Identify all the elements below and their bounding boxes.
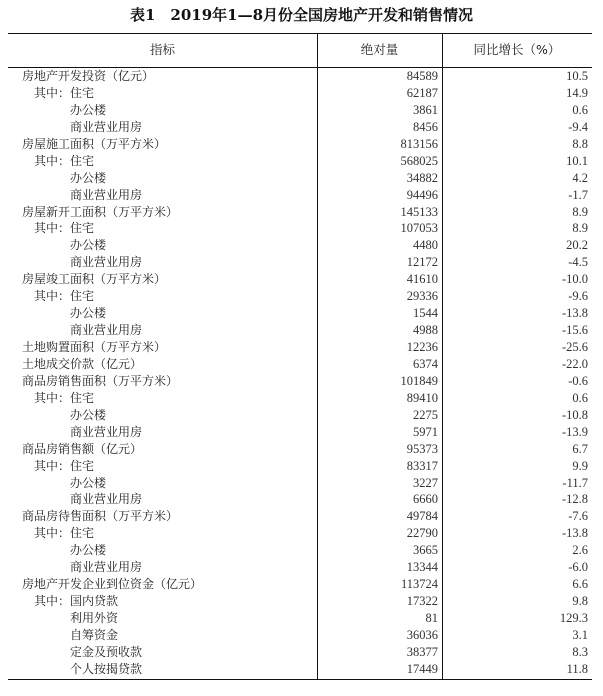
absolute-value: 84589 (406, 69, 438, 83)
indicator-name: 商业营业用房 (70, 424, 143, 439)
yoy-growth: -11.7 (562, 475, 588, 490)
table-row (8, 508, 592, 525)
absolute-value: 36036 (406, 627, 438, 642)
yoy-growth: -0.6 (568, 373, 588, 388)
absolute-value: 12236 (406, 340, 438, 354)
table-row (8, 288, 592, 305)
absolute-value: 813156 (400, 136, 438, 151)
table-row (8, 356, 592, 373)
table-row (8, 102, 592, 119)
table-row (8, 441, 592, 458)
absolute-value: 2275 (413, 407, 438, 422)
absolute-value: 94496 (406, 187, 438, 202)
indicator-name: 办公楼 (70, 238, 107, 253)
yoy-growth: 2.6 (572, 543, 588, 558)
table-row (8, 68, 592, 85)
yoy-growth: 9.9 (572, 458, 588, 473)
absolute-value: 107053 (400, 221, 438, 236)
yoy-growth: 8.9 (572, 204, 588, 219)
indicator-name: 商品房销售额（亿元） (22, 441, 143, 456)
yoy-growth: 8.3 (572, 644, 588, 659)
indicator-name: 房地产开发投资（亿元） (22, 69, 155, 83)
yoy-growth: -15.6 (561, 323, 588, 338)
indicator-name: 商业营业用房 (70, 119, 143, 134)
table-row (8, 322, 592, 339)
yoy-growth: -7.6 (568, 509, 588, 524)
absolute-value: 3227 (413, 475, 438, 490)
table-row (8, 373, 592, 390)
yoy-growth: -1.7 (568, 187, 588, 202)
yoy-growth: -13.9 (561, 424, 588, 439)
indicator-name: 房地产开发企业到位资金（亿元） (22, 577, 203, 592)
absolute-value: 29336 (406, 289, 438, 304)
yoy-growth: 4.2 (572, 170, 588, 185)
indicator-name: 办公楼 (70, 306, 107, 321)
table-row (8, 661, 592, 678)
absolute-value: 83317 (406, 458, 438, 473)
indicator-name: 利用外资 (70, 611, 119, 625)
yoy-growth: 9.8 (572, 594, 588, 609)
indicator-name: 商业营业用房 (70, 492, 143, 507)
absolute-value: 13344 (406, 560, 438, 575)
absolute-value: 41610 (406, 272, 438, 287)
table-row (8, 475, 592, 492)
indicator-name: 个人按揭贷款 (70, 661, 143, 676)
absolute-value: 4480 (413, 238, 438, 253)
indicator-name: 房屋施工面积（万平方米） (22, 136, 167, 151)
table-row (8, 644, 592, 661)
indicator-name: 商品房待售面积（万平方米） (22, 509, 179, 524)
table-row (8, 339, 592, 356)
table-row (8, 170, 592, 187)
indicator-name: 其中：住宅 (34, 221, 95, 236)
absolute-value: 38377 (406, 644, 438, 659)
absolute-value: 8456 (413, 119, 438, 134)
table-row (8, 305, 592, 322)
table-row (8, 237, 592, 254)
yoy-growth: 20.2 (566, 238, 588, 253)
table-title: 表1 2019年1—8月份全国房地产开发和销售情况 (129, 6, 474, 24)
table-row (8, 424, 592, 441)
table-row (8, 390, 592, 407)
yoy-growth: 0.6 (572, 390, 588, 405)
indicator-name: 定金及预收款 (70, 644, 143, 659)
table-row (8, 85, 592, 102)
absolute-value: 101849 (400, 373, 438, 388)
absolute-value: 81 (425, 611, 438, 625)
indicator-name: 办公楼 (70, 407, 107, 422)
yoy-growth: -13.8 (561, 526, 588, 541)
table-row (8, 119, 592, 136)
absolute-value: 145133 (400, 204, 438, 219)
absolute-value: 34882 (406, 170, 438, 185)
yoy-growth: 8.8 (572, 136, 588, 151)
absolute-value: 6660 (413, 492, 438, 507)
absolute-value: 17449 (406, 661, 438, 676)
table-row (8, 407, 592, 424)
yoy-growth: -12.8 (561, 492, 588, 507)
yoy-growth: -6.0 (568, 560, 588, 575)
yoy-growth: 6.7 (572, 441, 588, 456)
indicator-name: 其中：住宅 (34, 289, 95, 304)
table-row (8, 525, 592, 542)
indicator-name: 其中：国内贷款 (34, 594, 119, 609)
absolute-value: 3665 (413, 543, 438, 558)
table-row (8, 136, 592, 153)
indicator-name: 其中：住宅 (34, 526, 95, 541)
absolute-value: 568025 (400, 153, 438, 168)
indicator-name: 房屋竣工面积（万平方米） (22, 272, 167, 287)
absolute-value: 49784 (406, 509, 438, 524)
absolute-value: 3861 (413, 102, 438, 117)
yoy-growth: 10.5 (566, 69, 588, 83)
absolute-value: 62187 (406, 85, 438, 100)
yoy-growth: 129.3 (559, 611, 588, 625)
table-row (8, 458, 592, 475)
yoy-growth: -9.4 (568, 119, 588, 134)
yoy-growth: 14.9 (566, 85, 588, 100)
indicator-name: 商品房销售面积（万平方米） (22, 373, 179, 388)
absolute-value: 113724 (400, 577, 438, 592)
yoy-growth: -25.6 (561, 340, 588, 354)
header-indicator: 指标 (149, 42, 175, 57)
bottom-rule (8, 679, 592, 680)
header-yoy-growth: 同比增长（%） (473, 42, 561, 57)
table-row (8, 576, 592, 593)
indicator-name: 商业营业用房 (70, 255, 143, 270)
indicator-name: 商业营业用房 (70, 323, 143, 338)
yoy-growth: -10.0 (561, 272, 588, 287)
table-row (8, 254, 592, 271)
yoy-growth: 0.6 (572, 102, 588, 117)
indicator-name: 其中：住宅 (34, 458, 95, 473)
indicator-name: 商业营业用房 (70, 560, 143, 575)
table-row (8, 271, 592, 288)
indicator-name: 其中：住宅 (34, 390, 95, 405)
absolute-value: 6374 (413, 356, 438, 371)
absolute-value: 95373 (406, 441, 438, 456)
yoy-growth: 8.9 (572, 221, 588, 236)
absolute-value: 12172 (406, 255, 438, 270)
absolute-value: 17322 (406, 594, 438, 609)
table-row (8, 153, 592, 170)
table-row (8, 559, 592, 576)
absolute-value: 22790 (406, 526, 438, 541)
indicator-name: 办公楼 (70, 543, 107, 558)
yoy-growth: 10.1 (566, 153, 588, 168)
header-absolute-value: 绝对量 (360, 42, 399, 57)
indicator-name: 办公楼 (70, 475, 107, 490)
indicator-name: 其中：住宅 (34, 85, 95, 100)
indicator-name: 土地成交价款（亿元） (22, 356, 143, 371)
table-row (8, 204, 592, 221)
table-row (8, 627, 592, 644)
yoy-growth: -10.8 (561, 407, 588, 422)
absolute-value: 89410 (406, 390, 438, 405)
indicator-name: 土地购置面积（万平方米） (22, 340, 167, 354)
yoy-growth: -13.8 (561, 306, 588, 321)
indicator-name: 办公楼 (70, 102, 107, 117)
table-row (8, 593, 592, 610)
table-row (8, 187, 592, 204)
indicator-name: 办公楼 (70, 170, 107, 185)
table-body (8, 68, 592, 678)
indicator-name: 商业营业用房 (70, 187, 143, 202)
indicator-name: 其中：住宅 (34, 153, 95, 168)
yoy-growth: 6.6 (572, 577, 588, 592)
yoy-growth: -9.6 (568, 289, 588, 304)
yoy-growth: -4.5 (568, 255, 588, 270)
absolute-value: 1544 (413, 306, 438, 321)
absolute-value: 5971 (413, 424, 438, 439)
table-row (8, 491, 592, 508)
yoy-growth: -22.0 (561, 356, 588, 371)
absolute-value: 4988 (413, 323, 438, 338)
table-row (8, 610, 592, 627)
table-row (8, 542, 592, 559)
yoy-growth: 3.1 (572, 627, 588, 642)
indicator-name: 自筹资金 (70, 627, 119, 642)
yoy-growth: 11.8 (566, 661, 588, 676)
indicator-name: 房屋新开工面积（万平方米） (22, 204, 179, 219)
table-row (8, 220, 592, 237)
